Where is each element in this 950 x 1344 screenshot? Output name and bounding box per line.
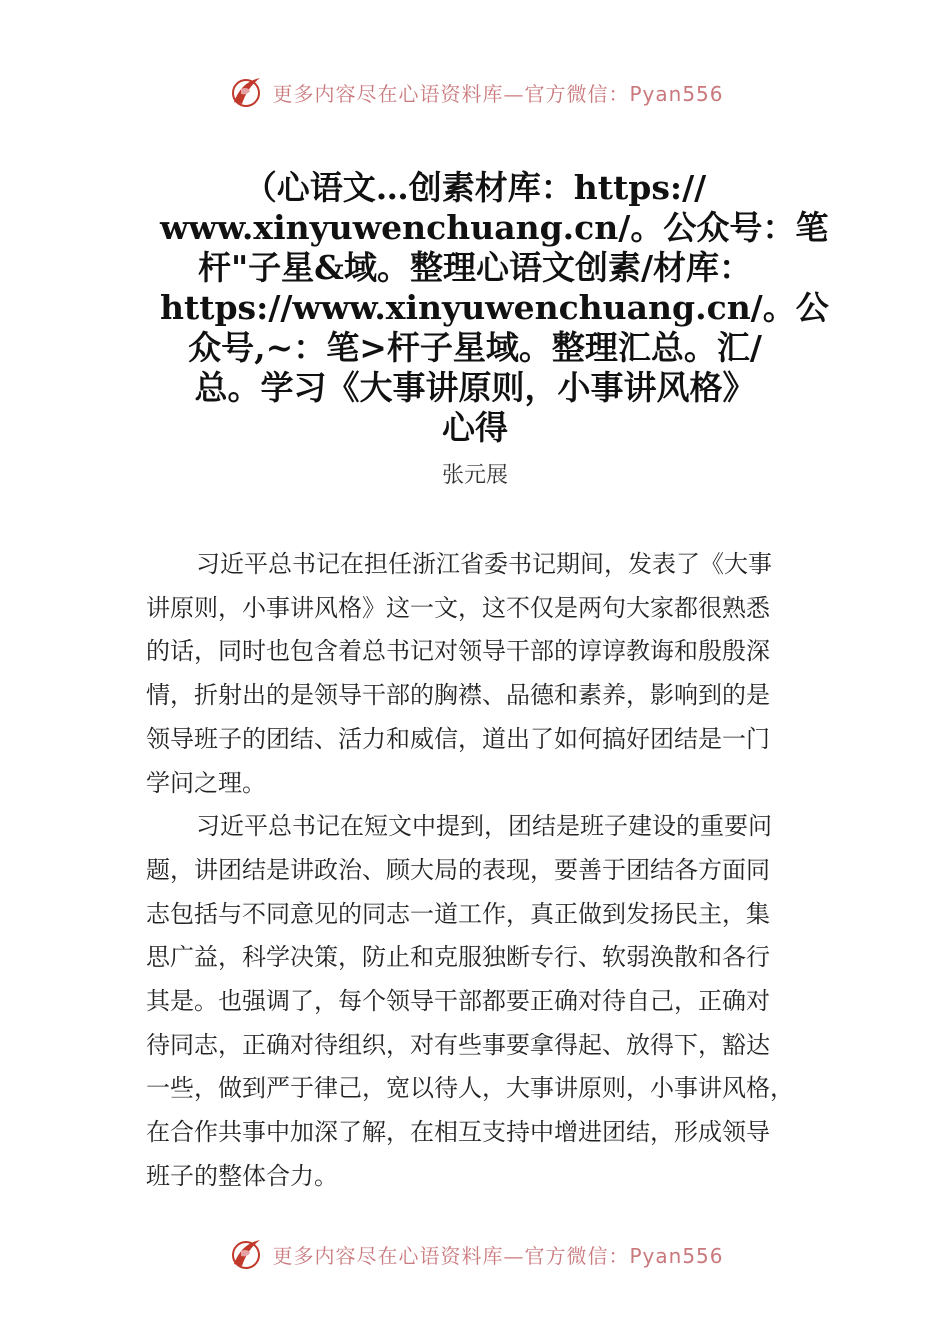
paragraph — [146, 805, 810, 1198]
header-watermark-banner — [0, 72, 950, 112]
paragraph-line: 思广益，科学决策，防止和克服独断专行、软弱涣散和各行 — [146, 943, 770, 972]
paragraph-line: 待同志，正确对待组织，对有些事要拿得起、放得下，豁达 — [146, 1030, 770, 1059]
paragraph-line: 在合作共事中加深了解，在相互支持中增进团结，形成领导 — [146, 1118, 770, 1147]
title-line: 心得 — [442, 408, 508, 447]
paragraph-line: 一些，做到严于律己，宽以待人，大事讲原则，小事讲风格， — [146, 1074, 794, 1103]
paragraph-line: 班子的整体合力。 — [146, 1161, 338, 1190]
paragraph-line: 题，讲团结是讲政治、顾大局的表现，要善于团结各方面同 — [146, 855, 770, 884]
paragraph-line: 讲原则，小事讲风格》这一文，这不仅是两句大家都很熟悉 — [146, 593, 770, 622]
document-body — [146, 543, 810, 1199]
paragraph-line: 情，折射出的是领导干部的胸襟、品德和素养，影响到的是 — [146, 681, 770, 710]
title-line: www.xinyuwenchuang.cn/。公众号：笔 — [160, 208, 829, 247]
paragraph-line: 的话，同时也包含着总书记对领导干部的谆谆教诲和殷殷深 — [146, 637, 770, 666]
paragraph-line: 习近平总书记在短文中提到，团结是班子建设的重要问 — [196, 812, 772, 841]
author-name: 张元展 — [441, 463, 508, 488]
paragraph-line: 习近平总书记在担任浙江省委书记期间，发表了《大事 — [196, 550, 772, 578]
watermark-text: 更多内容尽在心语资料库—官方微信：Pyan556 — [272, 1243, 724, 1268]
paragraph-line: 学问之理。 — [146, 768, 266, 797]
title-line: 总。学习《大事讲原则，小事讲风格》 — [194, 368, 756, 407]
title-line: 众号,~：笔>杆子星域。整理汇总。汇/ — [188, 328, 762, 367]
paragraph-line: 领导班子的团结、活力和威信，道出了如何搞好团结是一门 — [146, 724, 770, 753]
title-line: https://www.xinyuwenchuang.cn/。公 — [160, 288, 829, 327]
logo-icon — [226, 1234, 266, 1274]
title-line: 杆"子星&域。整理心语文创素/材库： — [197, 248, 753, 287]
footer-watermark-banner — [0, 1234, 950, 1274]
paragraph — [146, 543, 810, 805]
watermark-text: 更多内容尽在心语资料库—官方微信：Pyan556 — [272, 81, 724, 106]
title-line: （心语文…创素材库：https:// — [243, 168, 707, 207]
logo-icon — [226, 72, 266, 112]
document-title — [160, 168, 829, 448]
wechat-id: Pyan556 — [629, 1243, 724, 1268]
paragraph-line: 其是。也强调了，每个领导干部都要正确对待自己，正确对 — [146, 987, 770, 1016]
wechat-id: Pyan556 — [629, 81, 724, 106]
paragraph-line: 志包括与不同意见的同志一道工作，真正做到发扬民主，集 — [146, 899, 770, 928]
